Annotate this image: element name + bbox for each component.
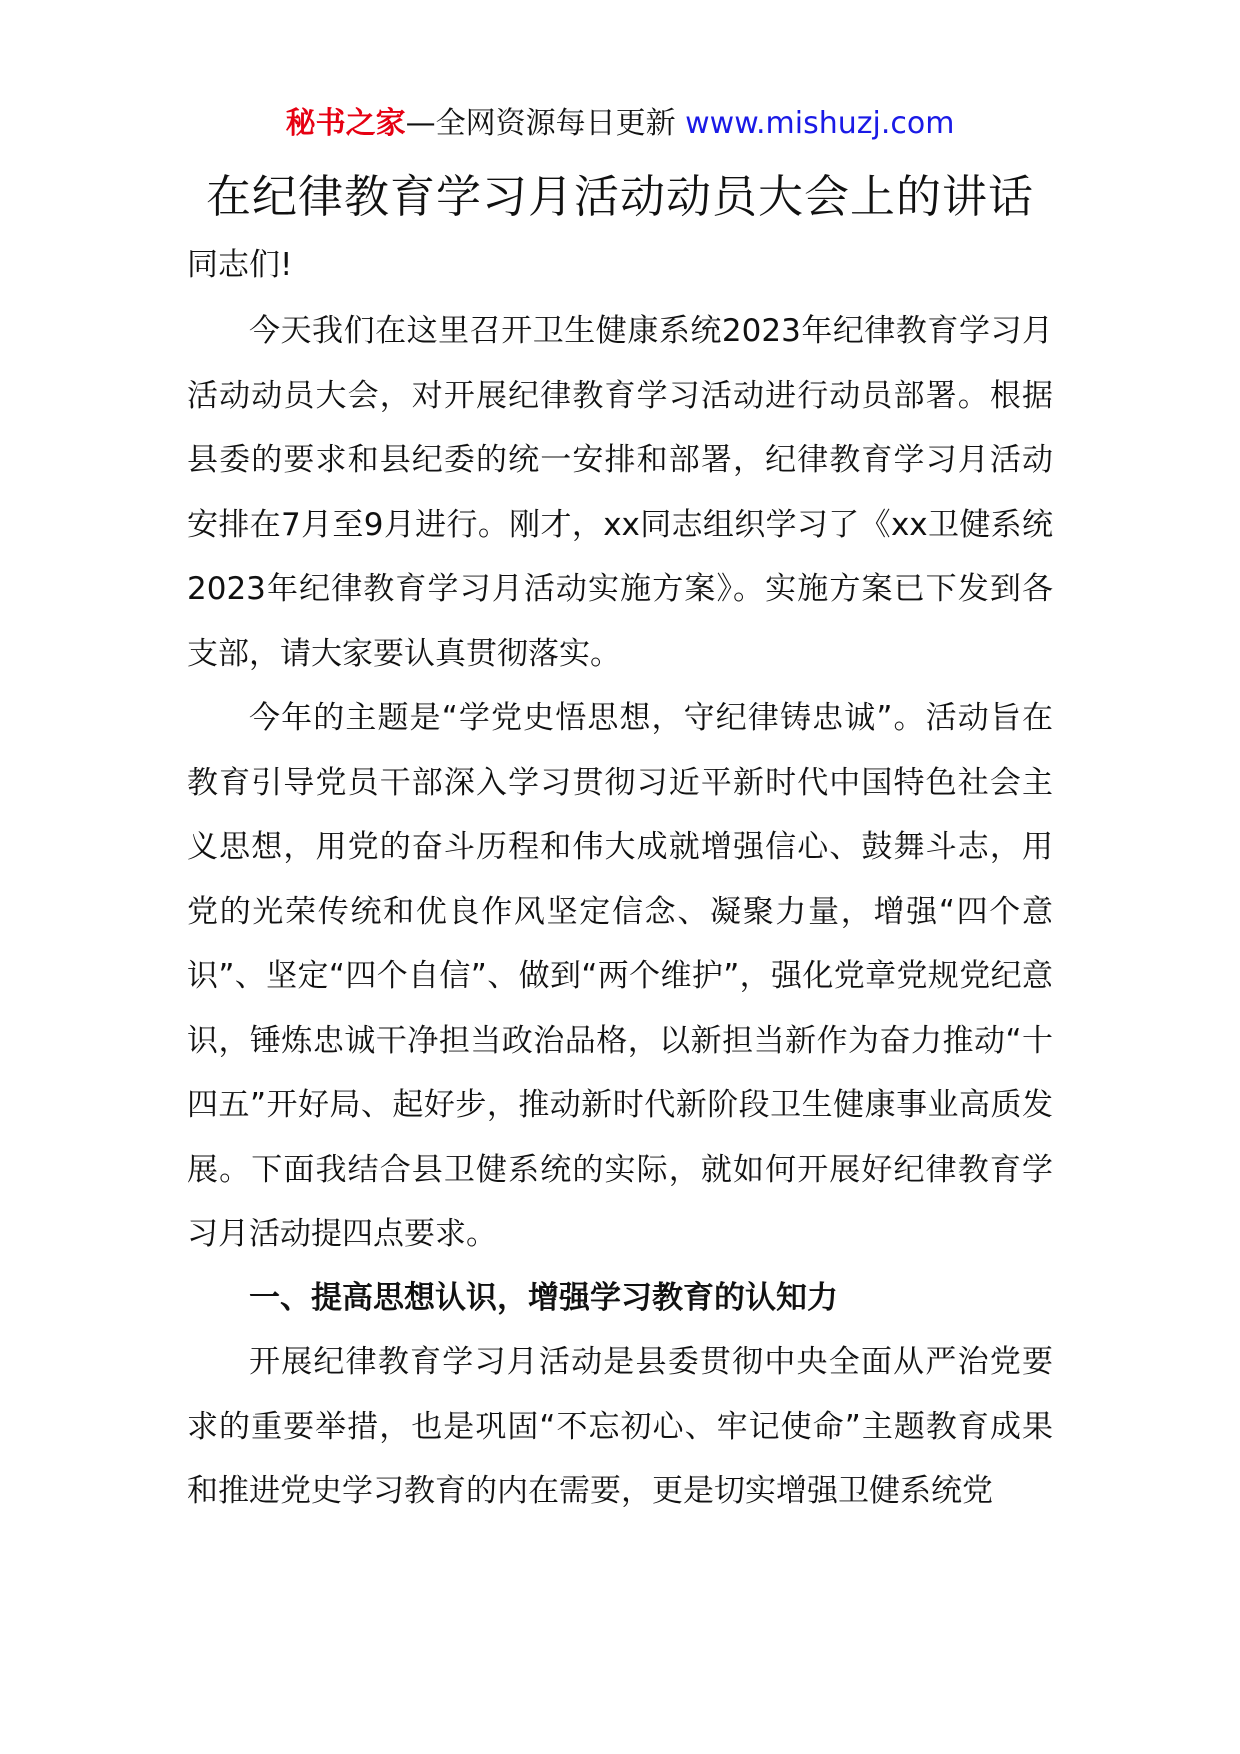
document-title: 在纪律教育学习月活动动员大会上的讲话 [205, 170, 1034, 223]
brand-name: 秘书之家 [285, 106, 406, 141]
section-1-paragraph: 开展纪律教育学习月活动是县委贯彻中央全面从严治党要求的重要举措，也是巩固“不忘初心、牢记使命”主题教育成果和推进党史学习教育的内在需要，更是切实增强卫健系统党 [187, 1344, 1053, 1509]
paragraph-1: 今天我们在这里召开卫生健康系统2023年纪律教育学习月活动动员大会，对开展纪律教育学习活动进行动员部署。根据县委的要求和县纪委的统一安排和部署，纪律教育学习月活动安排在7月至9月进行。刚才，xx同志组织学习了《xx卫健系统2023年纪律教育学习月活动实施方案》。实施方案已下发到各支部，请大家要认真贯彻落实。 [187, 313, 1053, 672]
site-header [0, 104, 1240, 144]
paragraph-2: 今年的主题是“学党史悟思想，守纪律铸忠诚”。活动旨在教育引导党员干部深入学习贯彻习近平新时代中国特色社会主义思想，用党的奋斗历程和伟大成就增强信心、鼓舞斗志，用党的光荣传统和优良作风坚定信念、凝聚力量，增强“四个意识”、坚定“四个自信”、做到“两个维护”，强化党章党规党纪意识，锤炼忠诚干净担当政治品格，以新担当新作为奋力推动“十四五”开好局、起好步，推动新时代新阶段卫生健康事业高质发展。下面我结合县卫健系统的实际，就如何开展好纪律教育学习月活动提四点要求。 [187, 700, 1053, 1252]
section-heading-1: 一、提高思想认识，增强学习教育的认知力 [249, 1280, 838, 1316]
salutation: 同志们! [187, 247, 293, 283]
header-tagline: —全网资源每日更新 [405, 106, 676, 141]
site-url-link[interactable]: www.mishuzj.com [685, 106, 955, 141]
